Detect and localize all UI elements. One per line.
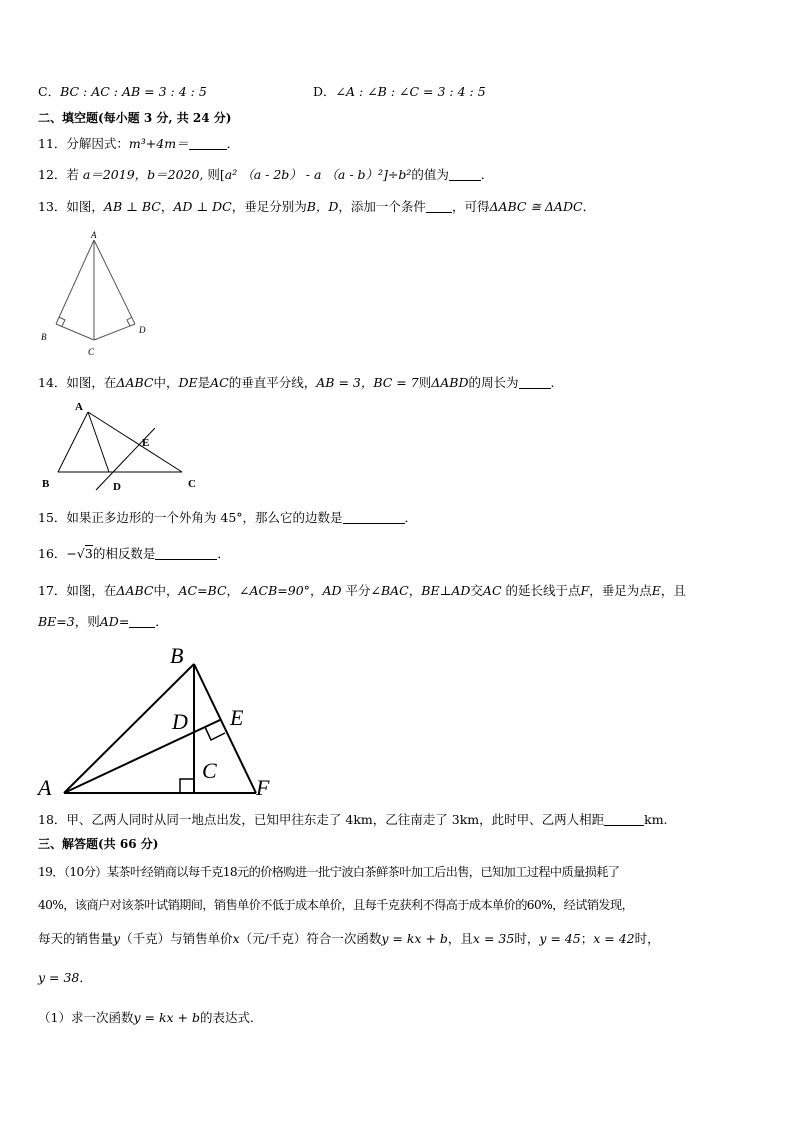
label-a: A: [91, 230, 97, 240]
answer-blank: [519, 376, 551, 389]
answer-blank: [155, 547, 217, 560]
q14: 14．如图，在ΔABC中，DE是AC的垂直平分线，AB = 3，BC = 7则ΔABD的周长为 .: [38, 375, 555, 390]
label-d: D: [139, 325, 146, 335]
q16: 16．−√3的相反数是 ．: [38, 546, 230, 561]
label-b: B: [170, 643, 184, 668]
q17-triangle-figure: [34, 640, 284, 800]
q15: 15．如果正多边形的一个外角为 45°，那么它的边数是 ．: [38, 510, 418, 525]
label-d: D: [172, 709, 188, 734]
q14-triangle-figure: [38, 396, 208, 496]
answer-blank: [426, 200, 452, 213]
label-c: C: [202, 758, 217, 783]
q11: 11．分解因式：m³+4m＝ ．: [38, 136, 240, 151]
answer-blank: [189, 137, 227, 150]
q12: 12．若 a＝2019，b＝2020, 则[a² （a - 2b） - a （a - b）²]÷b²的值为 ．: [38, 167, 494, 182]
q13: 13．如图，AB ⊥ BC，AD ⊥ DC，垂足分别为B，D，添加一个条件 ，可得ΔABC ≅ ΔADC．: [38, 199, 596, 214]
q19-line4: y = 38．: [38, 970, 92, 985]
answer-blank: [129, 615, 155, 628]
sqrt-expression: √3: [76, 546, 93, 561]
q19-line2: 40%，该商户对该茶叶试销期间，销售单价不低于成本单价，且每千克获利不得高于成本单价的60%，经试销发现，: [38, 898, 634, 912]
q10-option-c: C．BC : AC : AB = 3 : 4 : 5: [38, 84, 207, 99]
label-a: A: [38, 775, 52, 800]
section-3-title: 三、解答题(共 66 分): [38, 837, 159, 851]
label-e: E: [142, 437, 150, 449]
q17-line2: BE=3，则AD= ．: [38, 614, 168, 629]
q13-kite-figure: [38, 228, 158, 360]
q18: 18．甲、乙两人同时从同一地点出发，已知甲往东走了 4km，乙往南走了 3km，此时甲、乙两人相距 km.: [38, 812, 668, 827]
label-d: D: [113, 481, 121, 493]
label-f: F: [256, 775, 270, 800]
label-a: A: [75, 401, 83, 413]
label-b: B: [42, 478, 50, 490]
label-c: C: [88, 347, 95, 357]
label-e: E: [230, 705, 244, 730]
q10-option-d: D．∠A : ∠B : ∠C = 3 : 4 : 5: [313, 84, 486, 99]
q19-line3: 每天的销售量y（千克）与销售单价x（元/千克）符合一次函数y = kx + b，且x = 35时，y = 45；x = 42时，: [38, 931, 660, 946]
q17-line1: 17．如图，在ΔABC中，AC=BC，∠ACB=90°，AD 平分∠BAC，BE⊥AD交AC 的延长线于点F，垂足为点E，且: [38, 583, 686, 598]
q19-part1: （1）求一次函数y = kx + b的表达式．: [38, 1010, 263, 1025]
label-b: B: [41, 332, 47, 342]
answer-blank: [449, 168, 481, 181]
label-c: C: [188, 478, 196, 490]
answer-blank: [343, 511, 405, 524]
q19-line1: 19．（10分）某茶叶经销商以每千克18元的价格购进一批宁波白茶鲜茶叶加工后出售，已知加工过程中质量损耗了: [38, 865, 620, 879]
answer-blank: [604, 813, 644, 826]
section-2-title: 二、填空题(每小题 3 分, 共 24 分): [38, 111, 232, 125]
